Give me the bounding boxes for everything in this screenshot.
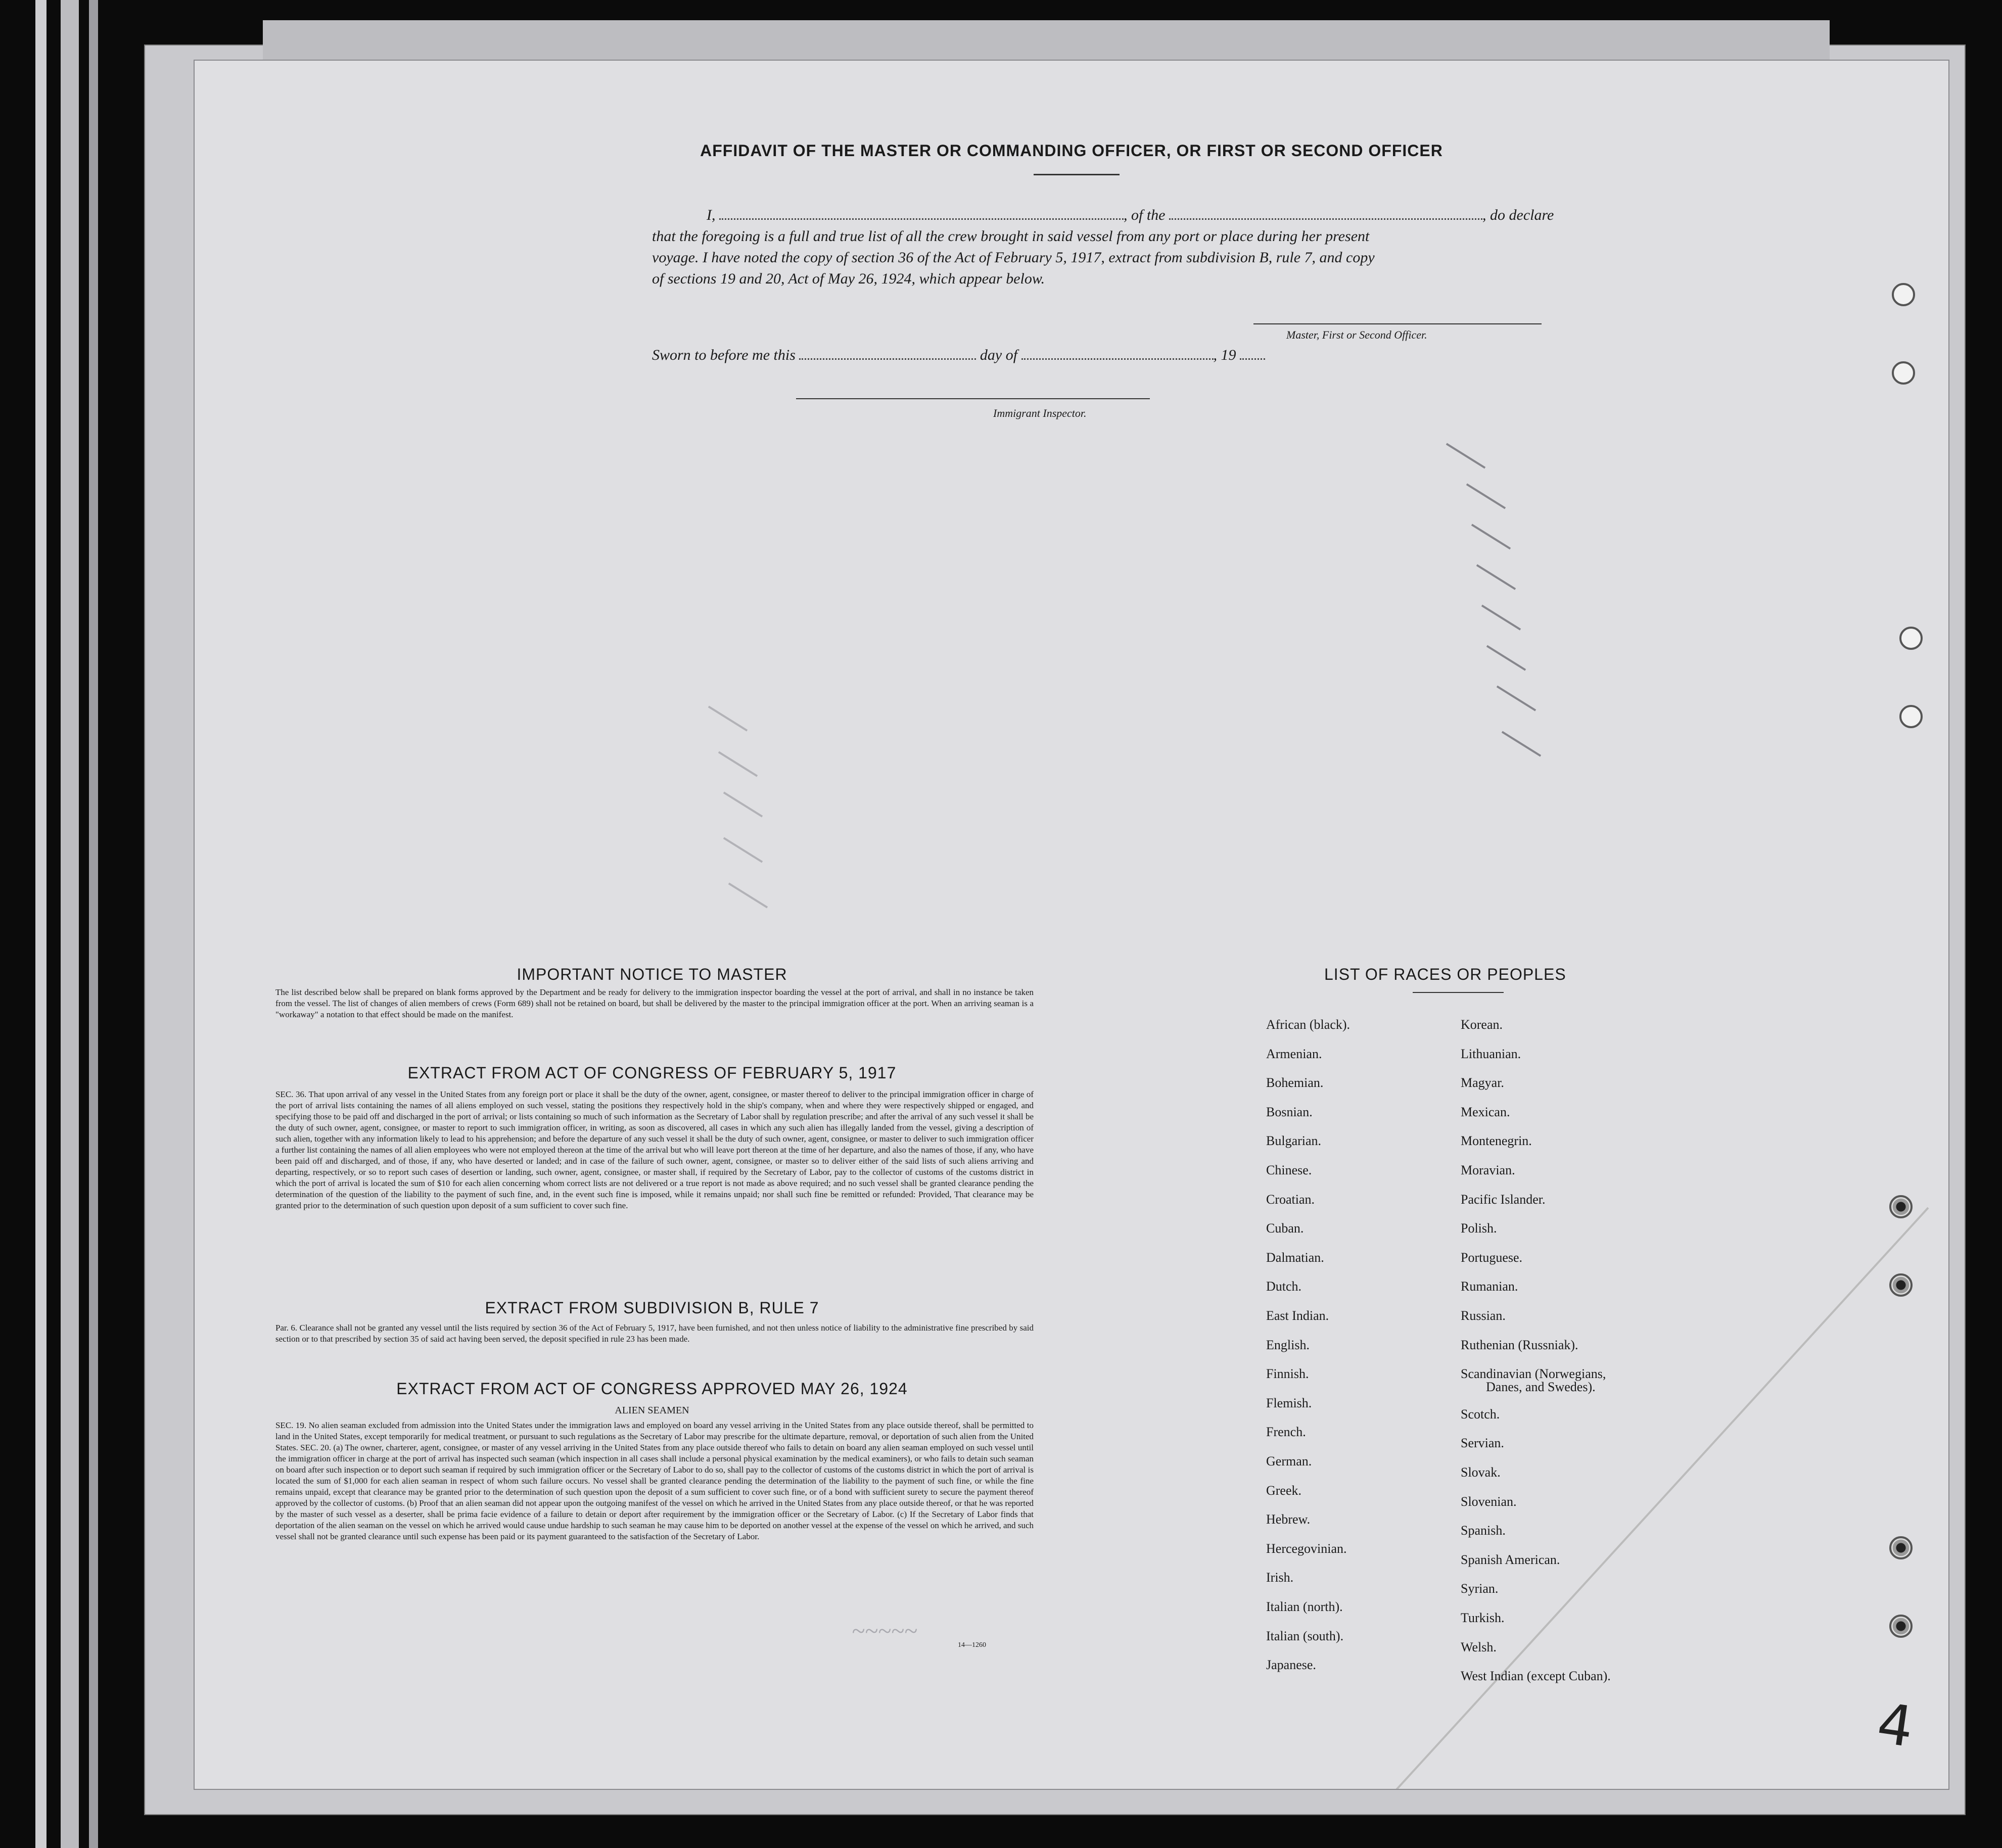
binder-hole [1899,705,1923,728]
race-entry: Dutch. [1266,1279,1302,1294]
race-entry: Finnish. [1266,1366,1309,1382]
notice-body: The list described below shall be prepared on blank forms approved by the Department and be ready for delivery to the immigration inspector boarding the vessel at the port of arrival, and shall in no instance be taken from the vessel. The list of changes of alien members of crews (Form 689) shall not be retained on board, but shall be delivered by the master to the principal immigration officer at the port. When an arriving seaman is a "workaway" a notation to that effect should be made on the manifest. [275,987,1034,1019]
extract1-title: EXTRACT FROM ACT OF CONGRESS OF FEBRUARY 5, 1917 [407,1064,897,1082]
microfilm-edge-strip [61,0,79,1848]
extract3-body: SEC. 19. No alien seaman excluded from admission into the United States under the immigration laws and employed on board any vessel arriving in the United States from any place outside thereof, shall be permitted to land in the United States, except temporarily for medical treatment, or pursuant to such regulations as the Secretary of Labor may prescribe for the ultimate departure, removal, or deportation of such alien from the United States. SEC. 20. (a) The owner, charterer, agent, consignee, or master of any vessel arriving in the United States from any place outside thereof who fails to detain on board any alien seaman employed on such vessel until the immigration officer in charge at the port of arrival has inspected such seaman (which inspection in all cases shall include a personal physical examination by the medical examiners), or who fails to detain such seaman on board after such inspection or to deport such seaman if required by such immigration officer or the Secretary of Labor to do so, shall pay to the collector of customs of the customs district in which the port of arrival is located the sum of $1,000 for each alien seaman in respect of whom such failure occurs. No vessel shall be granted clearance pending the determination of the liability to the payment of such fine, or while the fine remains unpaid, except that clearance may be granted prior to the determination of such question upon the deposit of a sum sufficient to cover such fine, or of a bond with sufficient surety to secure the payment thereof approved by the collector of customs. (b) Proof that an alien seaman did not appear upon the outgoing manifest of the vessel on which he arrived in the United States from any place outside thereof, or that he was reported by the master of such vessel as a deserter, shall be prima facie evidence of a failure to detain or deport after requirement by the immigration officer or the Secretary of Labor. (c) If the Secretary of Labor finds that deportation of the alien seaman on the vessel on which he arrived would cause undue hardship to such seaman he may cause him to be deported on another vessel at the expense of the vessel on which he arrived, and such vessel shall not be granted clearance until such expense has been paid or its payment guaranteed to the satisfaction of the Secretary of Labor. [275,1420,1034,1541]
race-entry: Mexican. [1461,1104,1510,1119]
race-entry: Cuban. [1266,1221,1304,1236]
sworn-label: Sworn to before me this [652,347,796,363]
races-rule [1413,992,1504,993]
race-entry: Russian. [1461,1308,1506,1323]
races-title: LIST OF RACES OR PEOPLES [1324,965,1566,983]
race-entry: Polish. [1461,1221,1497,1236]
affidavit-statement [652,205,1764,290]
race-entry: Lithuanian. [1461,1046,1521,1061]
faint-signature: ~~~~~ [852,1618,917,1644]
race-entry: English. [1266,1337,1310,1352]
race-entry: Flemish. [1266,1395,1312,1410]
do-declare-label: , do declare [1482,207,1554,223]
race-entry: Greek. [1266,1483,1302,1498]
extract1-body: SEC. 36. That upon arrival of any vessel in the United States from any foreign port or place it shall be the duty of the owner, agent, consignee, or master thereof to deliver to the principal immigration officer in charge of the port of arrival lists containing the names of all aliens employed on such vessel, stating the positions they respectively hold in the ship's company, when and where they were respectively shipped or engaged, and specifying those to be paid off and discharged in the port of arrival; or lists containing so much of such information as the Secretary of Labor shall by regulation prescribe; and after the arrival of any such vessel it shall be the duty of such owner, agent, consignee, or master to report to such immigration officer, in writing, as soon as discovered, all cases in which any such alien has illegally landed from the vessel, giving a description of such alien, together with any information likely to lead to his apprehension; and before the departure of any such vessel it shall be the duty of such owner, agent, consignee, or master to deliver to such immigration officer a further list containing the names of all alien employees who were not employed thereon at the time of the arrival but who will leave port thereon at the time of her departure, and also the names of those, if any, who have been paid off and discharged, and of those, if any, who have deserted or landed; and in case of the failure of such owner, agent, consignee, or master so to deliver either of the said lists of such aliens arriving and departing, respectively, or so to report such cases of desertion or landing, such owner, agent, consignee, or master shall, if required by the Secretary of Labor, pay to the collector of customs of the customs district in which the port of arrival is located the sum of $10 for each alien concerning whom correct lists are not delivered or a true report is not made as above required; and no such vessel shall be granted clearance pending the determination of the question of the liability to the payment of such fine, and, in the event such fine is imposed, while it remains unpaid; nor shall such fine be remitted or refunded: Provided, That clearance may be granted prior to the determination of such question upon deposit of a sum sufficient to cover such fine. [275,1089,1034,1210]
i-label: I, [707,207,716,223]
race-entry: German. [1266,1454,1312,1468]
race-entry: Hercegovinian. [1266,1541,1347,1556]
race-entry: Bohemian. [1266,1075,1324,1091]
race-entry: Chinese. [1266,1163,1312,1177]
extract3-title: EXTRACT FROM ACT OF CONGRESS APPROVED MAY 26, 1924 [396,1380,908,1398]
title-rule [1034,174,1120,175]
underlying-page-edge [263,20,1830,61]
race-entry: Italian (north). [1266,1599,1343,1614]
race-entry: Moravian. [1461,1163,1515,1177]
race-entry: Servian. [1461,1436,1504,1451]
affidavit-line-4: of sections 19 and 20, Act of May 26, 1924, which appear below. [652,270,1045,287]
officer-name-field[interactable] [719,205,1124,220]
of-the-label: , of the [1124,207,1166,223]
race-entry: Bosnian. [1266,1104,1313,1119]
race-entry: Syrian. [1461,1581,1499,1596]
affidavit-line-3: voyage. I have noted the copy of section 36 of the Act of February 5, 1917, extract from subdivision B, rule 7, and copy [652,249,1375,266]
race-entry: Turkish. [1461,1610,1505,1625]
master-caption: Master, First or Second Officer. [1286,328,1427,341]
handwritten-page-number: 4 [1873,1690,1918,1760]
race-entry: Rumanian. [1461,1279,1518,1294]
race-entry-continuation: Danes, and Swedes). [1486,1380,1596,1395]
race-entry: Irish. [1266,1570,1294,1585]
race-entry: Ruthenian (Russniak). [1461,1337,1578,1352]
race-entry: French. [1266,1425,1306,1440]
notice-title: IMPORTANT NOTICE TO MASTER [517,965,787,983]
form-number: 14—1260 [958,1641,986,1649]
vessel-name-field[interactable] [1169,205,1482,220]
race-entry: Magyar. [1461,1075,1504,1091]
race-entry: Welsh. [1461,1639,1497,1654]
race-entry: Croatian. [1266,1192,1315,1207]
race-entry: Slovak. [1461,1465,1501,1480]
microfilm-edge-strip [89,0,98,1848]
race-entry: Armenian. [1266,1046,1322,1061]
race-entry: Bulgarian. [1266,1133,1322,1149]
race-entry: Pacific Islander. [1461,1192,1546,1207]
binder-hole [1892,361,1915,385]
race-entry: Korean. [1461,1017,1503,1032]
race-entry: Scotch. [1461,1406,1500,1421]
sworn-line [652,345,1265,364]
race-entry: African (black). [1266,1017,1351,1032]
race-entry: Montenegrin. [1461,1133,1532,1149]
race-entry: Portuguese. [1461,1250,1523,1265]
day-of-label: day of [980,347,1018,363]
sworn-month-field[interactable] [1021,345,1214,360]
year-label: , 19 [1213,347,1236,363]
binder-hole [1899,627,1923,650]
race-entry: Italian (south). [1266,1628,1344,1643]
affidavit-line-2: that the foregoing is a full and true list of all the crew brought in said vessel from any port or place during her present [652,228,1370,245]
race-entry: Hebrew. [1266,1512,1311,1527]
inspector-signature-line[interactable] [796,398,1150,399]
sworn-year-field[interactable] [1240,345,1265,360]
extract3-subtitle: ALIEN SEAMEN [615,1405,689,1416]
race-entry: Spanish. [1461,1523,1506,1538]
inspector-caption: Immigrant Inspector. [993,407,1087,419]
race-entry: Dalmatian. [1266,1250,1324,1265]
race-entry: Japanese. [1266,1657,1316,1673]
master-signature-line[interactable] [1253,323,1542,324]
microfilm-edge-strip [35,0,46,1848]
binder-hole [1892,283,1915,306]
race-entry: Spanish American. [1461,1552,1560,1567]
race-entry: Slovenian. [1461,1494,1517,1509]
extract2-title: EXTRACT FROM SUBDIVISION B, RULE 7 [485,1299,819,1317]
race-entry: East Indian. [1266,1308,1329,1323]
extract2-body: Par. 6. Clearance shall not be granted any vessel until the lists required by section 36 of the Act of February 5, 1917, have been furnished, and not then unless notice of liability to the administrative fine prescribed by said section or to that prescribed by section 35 of said act having been served, the deposit specified in rule 23 has been made. [275,1323,1034,1344]
affidavit-page [195,61,1948,1789]
sworn-day-field[interactable] [799,345,976,360]
race-entry: Scandinavian (Norwegians, [1461,1366,1606,1382]
affidavit-title: AFFIDAVIT OF THE MASTER OR COMMANDING OFFICER, OR FIRST OR SECOND OFFICER [700,141,1443,160]
race-entry: West Indian (except Cuban). [1461,1669,1611,1684]
